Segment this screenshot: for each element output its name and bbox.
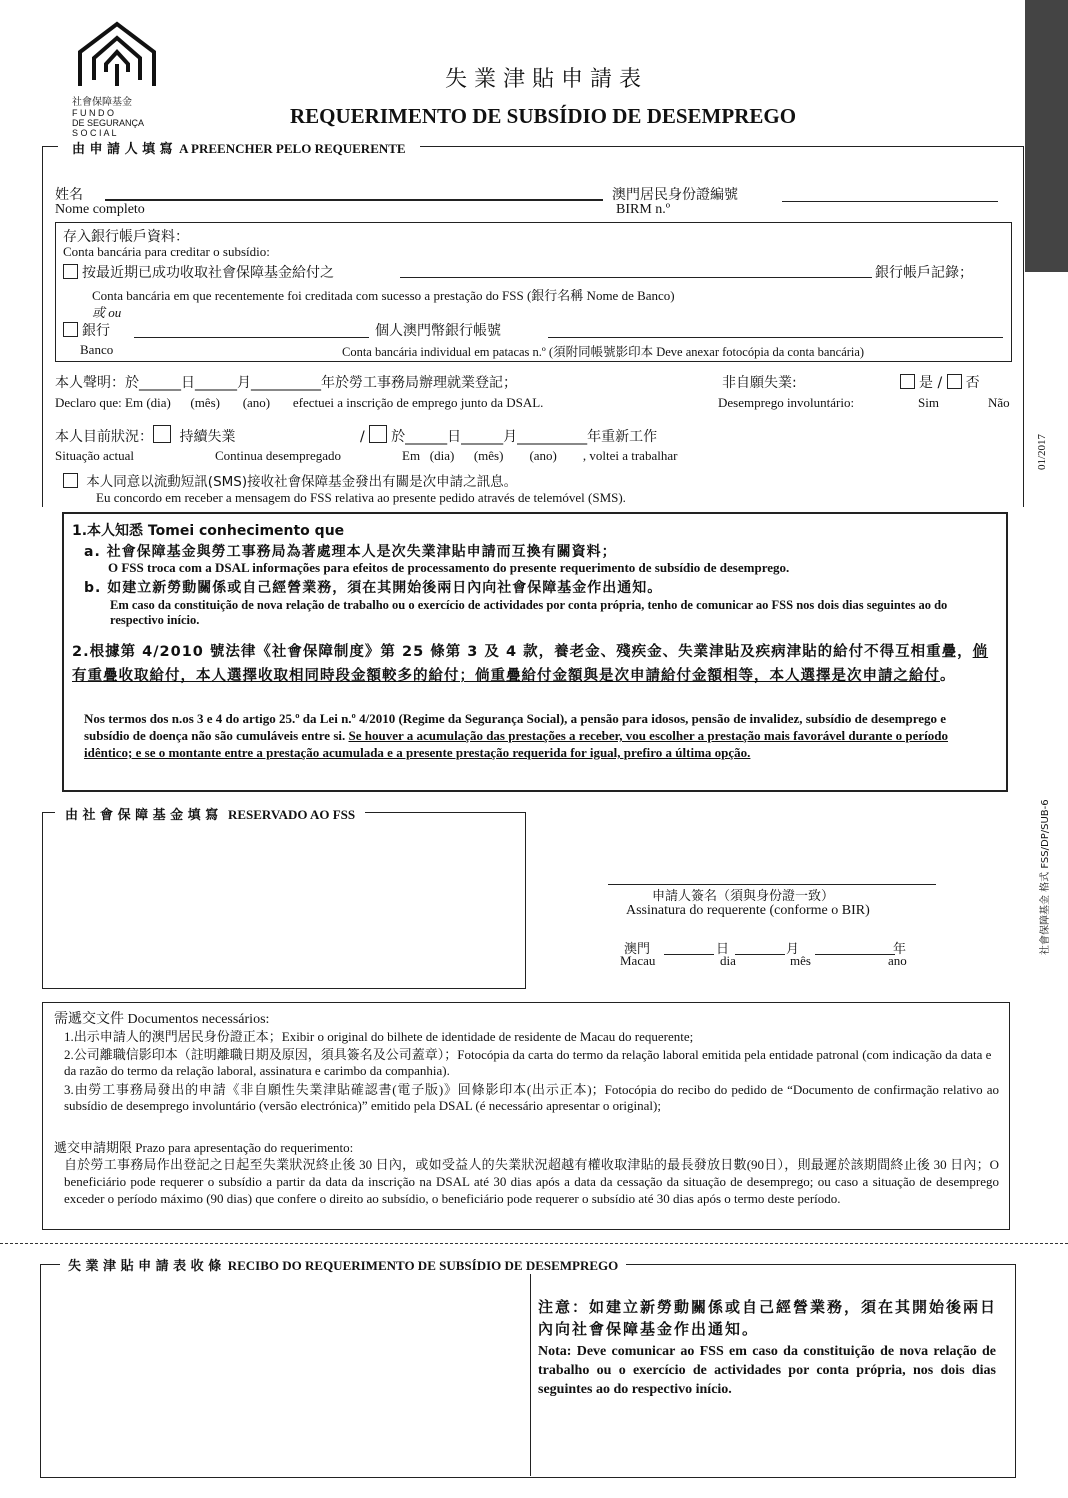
sms-label: 本人同意以流動短訊(SMS)接收社會保障基金發出有關是次申請之訊息。 (86, 474, 518, 490)
logo-line: DE SEGURANÇA (72, 118, 145, 128)
sign-month-field[interactable] (735, 954, 785, 955)
logo-cn: 社會保障基金 (72, 97, 132, 108)
opt2-bank-label-pt: Banco (80, 342, 114, 357)
opt2-bank-label: 銀行 (82, 323, 110, 339)
name-label-pt: Nome completo (55, 202, 145, 217)
form-code: 社會保障基金 格式 FSS/DP/SUB-6 (1040, 799, 1051, 955)
opt2-acct-field[interactable] (548, 337, 1003, 338)
opt2-acct-label: 個人澳門幣銀行帳號 (375, 323, 501, 339)
continue-checkbox[interactable] (153, 425, 171, 443)
or-label: 或 ou (92, 305, 122, 320)
involuntary-label-pt: Desemprego involuntário: (718, 395, 855, 410)
yes-checkbox[interactable] (900, 374, 915, 389)
notice-2-cn: 2.根據第 4/2010 號法律《社會保障制度》第 25 條第 3 及 4 款，養老金、殘疾金、失業津貼及疾病津貼的給付不得互相重疊，倘有重疊收取給付，本人選擇收取相同時段金額較多的給付；倘重疊給付金額與是次申請給付金額相等，本人選擇是次申請之給付。 (72, 644, 989, 684)
form-date: 01/2017 (1036, 433, 1048, 470)
opt2-checkbox[interactable] (63, 322, 78, 337)
receipt-note-cn: 注意：如建立新勞動關係或自己經營業務，須在其開始後兩日內向社會保障基金作出通知。 (538, 1298, 998, 1338)
edge-tab (1025, 0, 1068, 272)
title-pt: REQUERIMENTO DE SUBSÍDIO DE DESEMPREGO (290, 104, 797, 128)
doc-item: 2.公司離職信影印本（註明離職日期及原因，須具簽名及公司蓋章）；Fotocópia da carta do termo da relação laboral emitida pela entidade patronal (com indicação da data e da razão do termo da relação laboral, assinatura e carimbo da companhia). (64, 1047, 992, 1078)
receipt-divider (530, 1264, 531, 1476)
title-cn: 失 業 津 貼 申 請 表 (445, 67, 641, 92)
notice-a-cn: a. 社會保障基金與勞工事務局為著處理本人是次失業津貼申請而互換有關資料； (84, 544, 617, 560)
cut-line (0, 1243, 1068, 1244)
logo-icon (72, 20, 162, 88)
rework-checkbox[interactable] (369, 425, 387, 443)
doc-item: 3.由勞工事務局發出的申請《非自願性失業津貼確認書(電子版)》回條影印本(出示正本)；Fotocópia do recibo do pedido de “Documento de confirmação relativo ao subsídio de desemprego involuntário (versão electrónica)” emitido pela DSAL (é necessário apresentar o original); (64, 1082, 999, 1113)
day-label-pt: dia (720, 953, 736, 968)
status-label-pt: Situação actual (55, 448, 135, 463)
fss-reserved-header: 由 社 會 保 障 基 金 填 寫 RESERVADO AO FSS (55, 804, 365, 823)
receipt-note-pt: Nota: Deve comunicar ao FSS em caso da constituição de nova relação de trabalho ou o exercício de actividades por conta própria, nos dois dias seguintes ao do respectivo início. (538, 1344, 996, 1397)
rework-label: 於______日______月__________年重新工作 (391, 429, 658, 445)
opt2-bank-field[interactable] (134, 337, 369, 338)
year-label-pt: ano (888, 953, 907, 968)
bank-name-field[interactable] (400, 277, 872, 278)
month-label-pt: mês (790, 953, 811, 968)
sign-day-field[interactable] (664, 954, 714, 955)
fss-logo (72, 20, 167, 138)
deadline-title: 遞交申請期限 Prazo para apresentação do requerimento: (54, 1140, 354, 1156)
opt1-checkbox[interactable] (63, 264, 78, 279)
continue-label: 持續失業 (179, 429, 236, 445)
receipt-header: 失 業 津 貼 申 請 表 收 條 RECIBO DO REQUERIMENTO DE SUBSÍDIO DE DESEMPREGO (60, 1255, 626, 1274)
month-label: 月 (786, 942, 800, 957)
signature-label: 申請人簽名（須與身份證一致） (652, 889, 835, 904)
status-label: 本人目前狀況： (55, 429, 153, 445)
notice-b-pt: Em caso da constituição de nova relação de trabalho ou o exercício de actividades por conta própria, tenho de comunicar ao FSS nos dois dias seguintes ao do respectivo início. (110, 598, 948, 627)
applicant-header: 由 申 請 人 填 寫 A PREENCHER PELO REQUERENTE (58, 138, 420, 157)
logo-line: F U N D O (72, 108, 114, 118)
notice-a-pt: O FSS troca com a DSAL informações para efeitos de processamento do presente requerimento de subsídio de desemprego. (108, 560, 790, 575)
signature-label-pt: Assinatura do requerente (conforme o BIR) (626, 903, 870, 918)
day-label: 日 (716, 942, 730, 957)
macau-label: 澳門 (624, 942, 651, 957)
fss-reserved-box (42, 812, 526, 989)
declare-label: 本人聲明：於______日______月__________年於勞工事務局辦理就業登記； (55, 375, 517, 391)
name-field[interactable] (105, 199, 603, 201)
deadline-text: 自於勞工事務局作出登記之日起至失業狀況終止後 30 日內，或如受益人的失業狀況超越有權收取津貼的最長發放日數(90日），則最遲於該期間終止後 30 日內；O beneficiário pode requerer o subsídio a partir da data da inscrição na DSAL até 30 dias após a data da cessação da situação de desemprego; ou caso a situação de desemprego exceder o período máximo (90 dias) que confere o direito ao subsídio, o beneficiário pode requerer o subsídio até 30 dias após o termo deste período. (64, 1157, 999, 1206)
logo-line: S O C I A L (72, 128, 117, 138)
involuntary-label: 非自願失業: (722, 375, 797, 391)
sms-checkbox[interactable] (63, 473, 78, 488)
doc-item: 1.出示申請人的澳門居民身份證正本；Exibir o original do bilhete de identidade de residente de Macau do requerente; (64, 1029, 694, 1044)
form-page: 社會保障基金 F U N D O DE SEGURANÇA S O C I A L 失 業 津 貼 申 請 表 REQUERIMENTO DE SUBSÍDIO DE DESEMPREGO 由 申 請 人 填 寫 A PREENCHER PELO REQUERENTE 姓名 Nome completo 澳門居民身份證編號 BIRM n.º 存入銀行帳戶資料： Conta bancária para creditar o subsídio: 按最近期已成功收取社會保障基金給付之 銀行帳戶記錄； Conta bancária em que recentemente foi creditada com sucesso a prestação do FSS (銀行名稱 Nome de Banco) 或 ou 銀行 個人澳門幣銀行帳號 Banco Conta bancária individual em patacas n.º (須附同帳號影印本 Deve anexar fotocópia da conta bancária) 本人聲明：於______日______月__________年於勞工事務局辦理就業登記； Declaro que: Em (dia) (mês) (ano) efectuei a inscrição de emprego junto da DSAL. 非自願失業: Desemprego involuntário: 是 / 否 Sim Não 本人目前狀況： 持續失業 / 於______日______月__________年重新工作 Situação actual Continua desempregado Em (dia) (mês) (ano) , voltei a trabalhar 本人同意以流動短訊(SMS)接收社會保障基金發出有關是次申請之訊息。 Eu concordo em receber a mensagem do FSS relativa ao presente pedido através de telemóvel (SMS). 1.本人知悉 Tomei conhecimento que a. 社會保障基金與勞工事務局為著處理本人是次失業津貼申請而互換有關資料； O FSS troca com a DSAL informações para efeitos de processamento do presente requerimento de subsídio de desemprego. b. 如建立新勞動關係或自己經營業務，須在其開始後兩日內向社會保障基金作出通知。 Em caso da constituição de nova relação de trabalho ou o exercício de actividades por conta própria, tenho de comunicar ao FSS nos dois dias seguintes ao do respectivo início. 2.根據第 4/2010 號法律《社會保障制度》第 25 條第 3 及 4 款，養老金、殘疾金、失業津貼及疾病津貼的給付不得互相重疊，倘有重疊收取給付，本人選擇收取相同時段金額較多的給付；倘重疊給付金額與是次申請給付金額相等，本人選擇是次申請之給付。 Nos termos dos n.os 3 e 4 do artigo 25.º da Lei n.º 4/2010 (Regime da Segurança Social), a pensão para idosos, pensão de invalidez, subsídio de desemprego e subsídio de doença não são cumuláveis entre si. Se houver a acumulação das prestações a receber, vou escolher a prestação mais favorável durante o período idêntico; e se o montante entre a prestação acumulada e a presente prestação requerida for igual, prefiro a última opção. 由 社 會 保 障 基 金 填 寫 RESERVADO AO FSS 申請人簽名（須與身份證一致） Assinatura do requerente (conforme o BIR) 澳門 Macau 日 dia 月 mês 年 ano 需遞交文件 Documentos necessários: 1.出示申請人的澳門居民身份證正本；Exibir o original do bilhete de identidade de residente de Macau do requerente; 2.公司離職信影印本（註明離職日期及原因，須具簽名及公司蓋章）；Fotocópia da carta do termo da relação laboral emitida pela entidade patronal (com indicação da data e da razão do termo da relação laboral, assinatura e carimbo da companhia). 3.由勞工事務局發出的申請《非自願性失業津貼確認書(電子版)》回條影印本(出示正本)；Fotocópia do recibo do pedido de “Documento de confirmação relativo ao subsídio de desemprego involuntário (versão electrónica)” emitido pela DSAL (é necessário apresentar o original); 遞交申請期限 Prazo para apresentação do requerimento: 自於勞工事務局作出登記之日起至失業狀況終止後 30 日內，或如受益人的失業狀況超越有權收取津貼的最長發放日數(90日），則最遲於該期間終止後 30 日內；O beneficiário pode requerer o subsídio a partir da data da inscrição na DSAL até 30 dias após a data da cessação da situação de desemprego; ou caso a situação de desemprego exceder o período máximo (90 dias) que confere o direito ao subsídio, o beneficiário pode requerer o subsídio até 30 dias após o termo deste período. 失 業 津 貼 申 請 表 收 條 RECIBO DO REQUERIMENTO DE SUBSÍDIO DE DESEMPREGO 注意：如建立新勞動關係或自己經營業務，須在其開始後兩日內向社會保障基金作出通知。 Nota: Deve comunicar ao FSS em caso da constituição de nova relação de trabalho ou o exercício de actividades por conta própria, nos dois dias seguintes ao do respectivo início. 01/2017 社會保障基金 格式 FSS/DP/SUB-6 (0, 0, 1068, 1498)
bir-label-pt: BIRM n.º (616, 202, 671, 217)
opt1-label-pt: Conta bancária em que recentemente foi creditada com sucesso a prestação do FSS (銀行名稱 Nome de Banco) (92, 288, 675, 303)
sms-label-pt: Eu concordo em receber a mensagem do FSS relativa ao presente pedido através de telemóvel (SMS). (96, 490, 626, 505)
notice-2-pt: Nos termos dos n.os 3 e 4 do artigo 25.º da Lei n.º 4/2010 (Regime da Segurança Social), a pensão para idosos, pensão de invalidez, subsídio de desemprego e subsídio de doença não são cumuláveis entre si. Se houver a acumulação das prestações a receber, vou escolher a prestação mais favorável durante o período idêntico; e se o montante entre a prestação acumulada e a presente prestação requerida for igual, prefiro a última opção. (84, 711, 949, 760)
notice-1-title: 1.本人知悉 Tomei conhecimento que (72, 523, 345, 539)
yes-label: Sim (918, 395, 939, 410)
name-label: 姓名 (55, 187, 83, 203)
bank-title-pt: Conta bancária para creditar o subsídio: (63, 244, 270, 259)
no-checkbox[interactable] (947, 374, 962, 389)
bank-title: 存入銀行帳戶資料： (63, 229, 189, 245)
continue-label-pt: Continua desempregado (215, 448, 341, 463)
macau-label-pt: Macau (620, 953, 656, 968)
rework-label-pt: Em (dia) (mês) (ano) , voltei a trabalhar (402, 448, 678, 463)
bir-field[interactable] (782, 201, 998, 202)
opt1-label: 按最近期已成功收取社會保障基金給付之 (82, 265, 334, 281)
documents-title: 需遞交文件 Documentos necessários: (54, 1011, 270, 1027)
bir-label: 澳門居民身份證編號 (612, 187, 738, 203)
notice-b-cn: b. 如建立新勞動關係或自己經營業務，須在其開始後兩日內向社會保障基金作出通知。 (84, 580, 663, 596)
year-label: 年 (893, 942, 907, 957)
no-label: Não (988, 395, 1010, 410)
opt1-suffix: 銀行帳戶記錄； (875, 265, 973, 281)
opt2-acct-label-pt: Conta bancária individual em patacas n.º (須附同帳號影印本 Deve anexar fotocópia da conta bancária) (342, 345, 865, 359)
declare-label-pt: Declaro que: Em (dia) (mês) (ano) efectuei a inscrição de emprego junto da DSAL. (55, 395, 544, 410)
sign-year-field[interactable] (815, 954, 895, 955)
